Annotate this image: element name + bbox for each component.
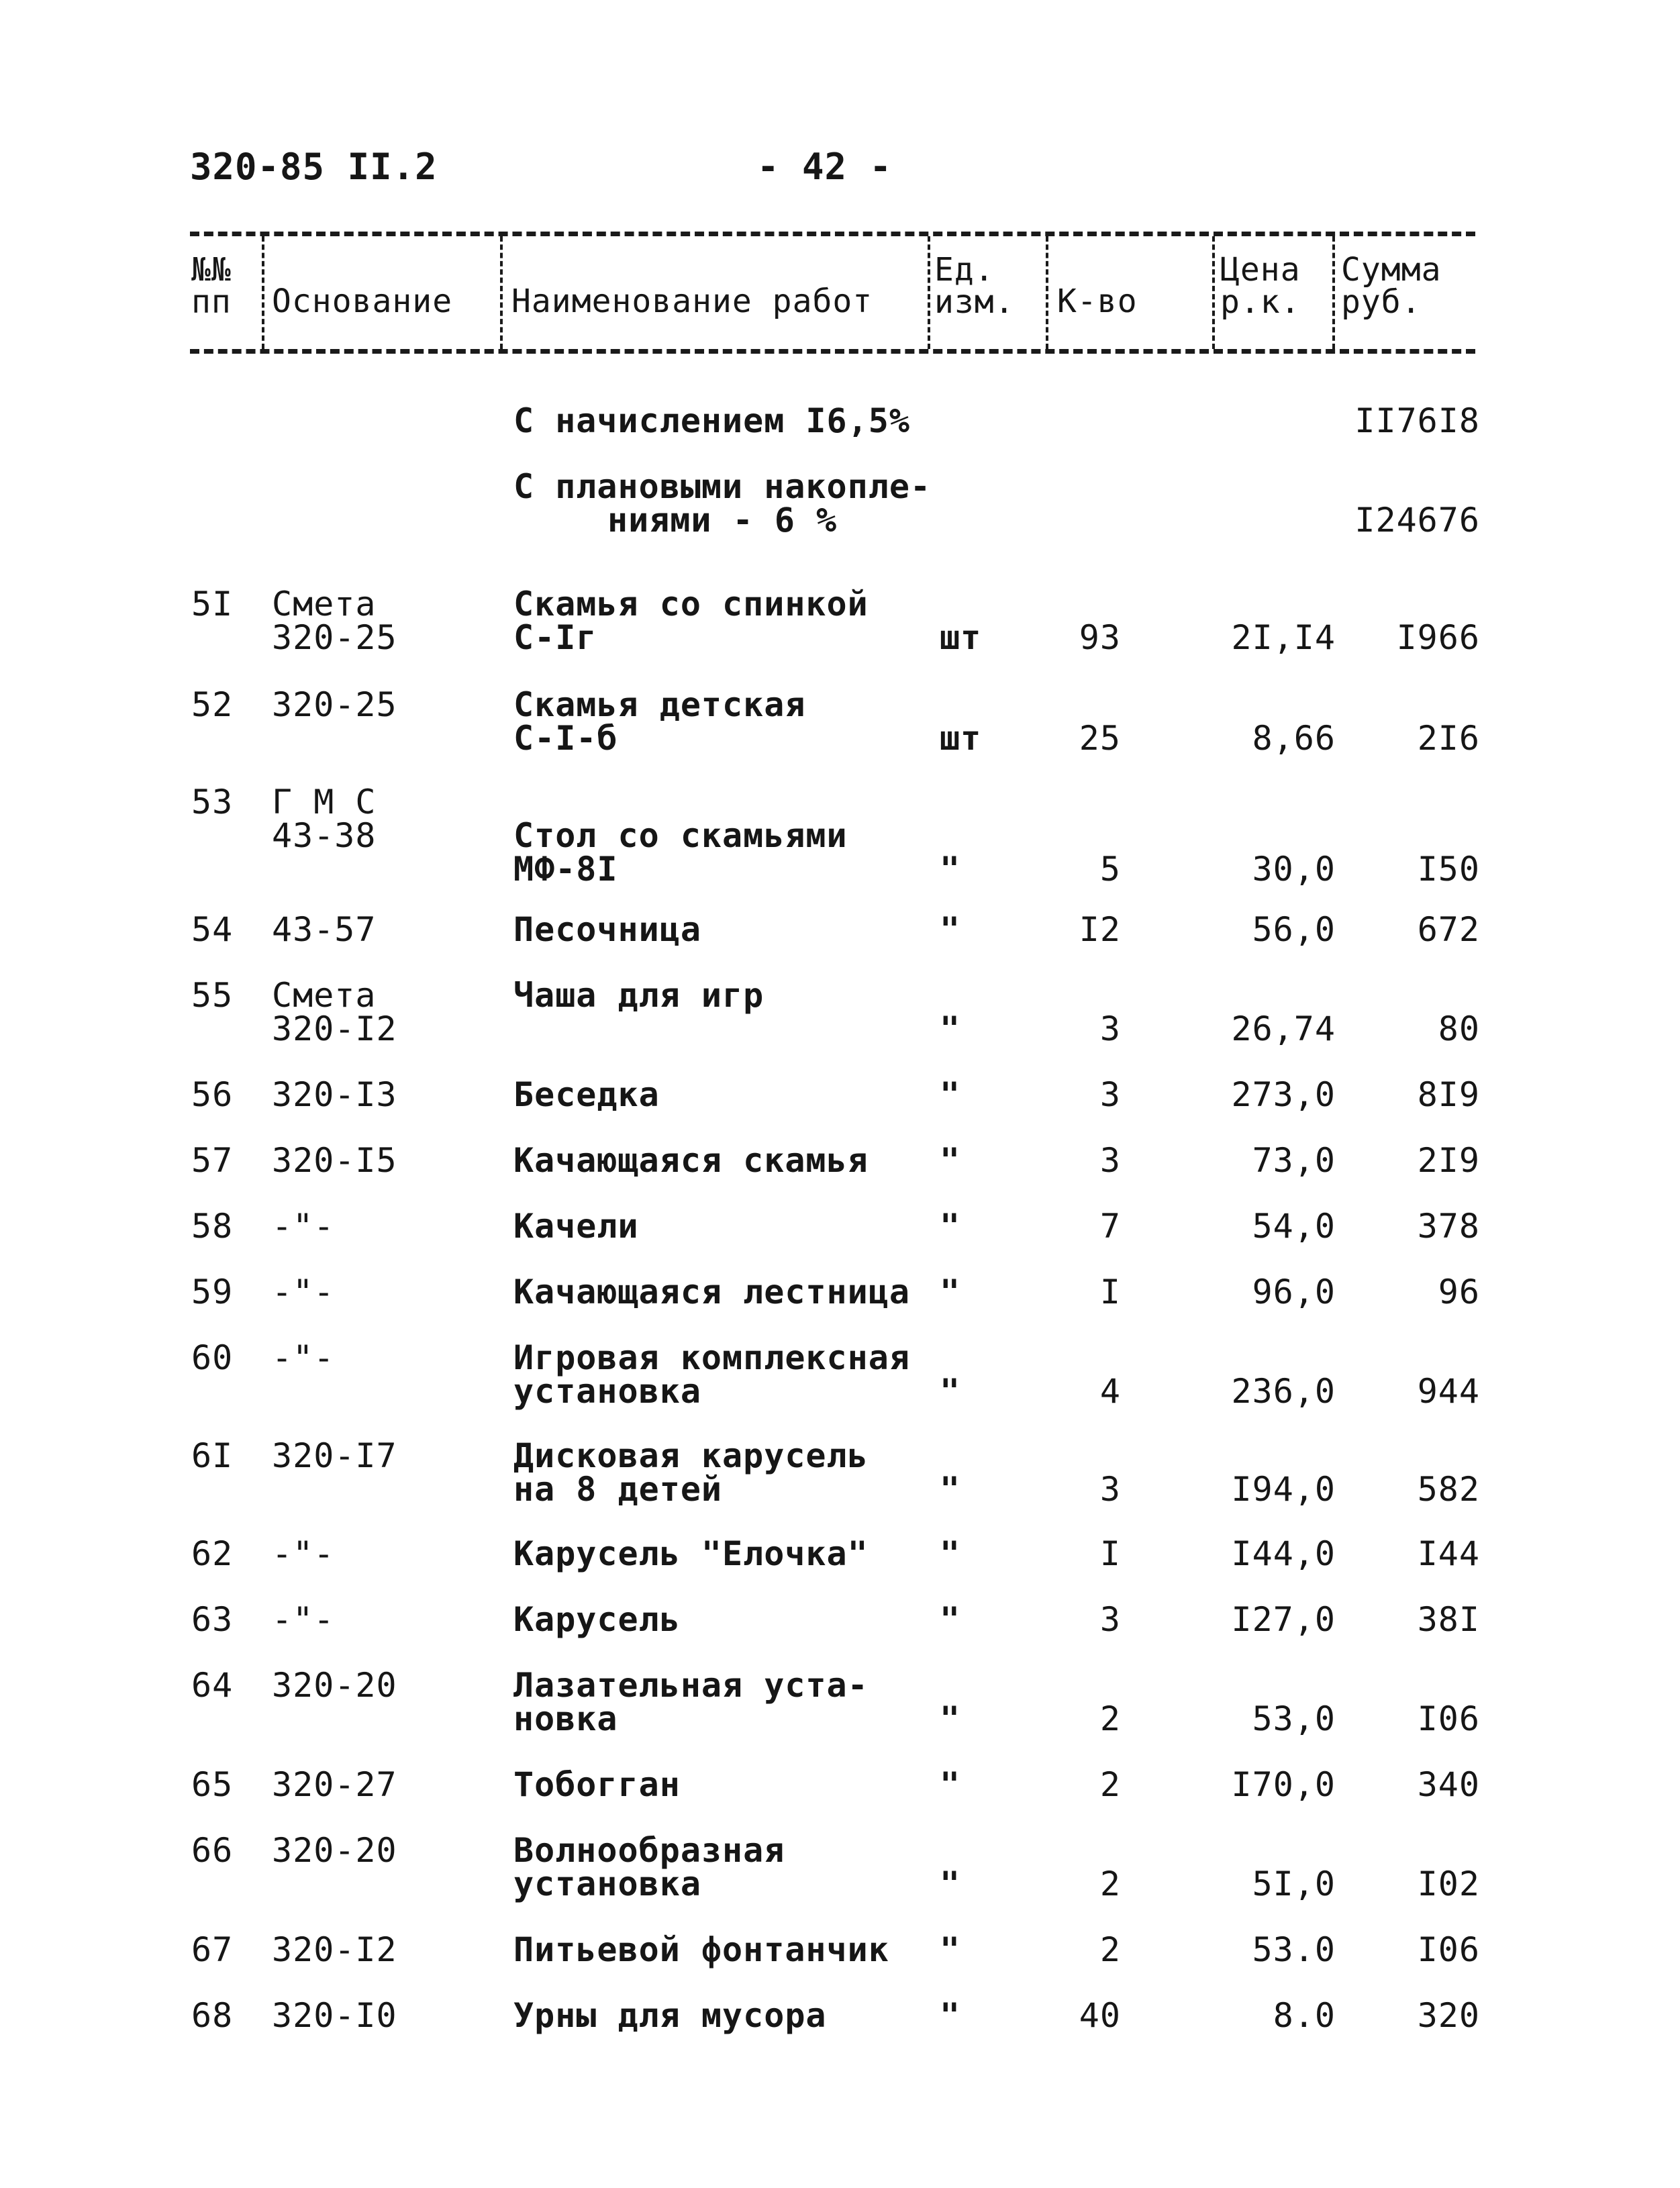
row-sum: 582 <box>1417 1470 1480 1509</box>
row-sum: 672 <box>1417 910 1480 949</box>
row-name: Тобогган <box>513 1765 681 1804</box>
row-number: 54 <box>191 910 234 949</box>
row-unit: " <box>940 1009 961 1048</box>
row-qty: 3 <box>1099 1009 1121 1048</box>
header-price: Цена р.к. <box>1220 251 1301 321</box>
row-basis: 320-I2 <box>272 1009 397 1048</box>
row-name: Дисковая карусель <box>513 1436 869 1475</box>
row-unit: " <box>940 1207 961 1246</box>
row-qty: 3 <box>1099 1470 1121 1509</box>
row-price: 96,0 <box>1252 1273 1336 1311</box>
row-unit: " <box>940 1372 961 1411</box>
row-sum: I50 <box>1417 850 1480 889</box>
row-price: 2I,I4 <box>1231 618 1336 657</box>
row-unit: " <box>940 1273 961 1311</box>
row-number: 53 <box>191 783 234 822</box>
row-qty: I <box>1099 1273 1121 1311</box>
table-header-bottom-rule <box>190 349 1475 354</box>
row-name: Питьевой фонтанчик <box>513 1930 889 1969</box>
row-price: I44,0 <box>1231 1534 1336 1573</box>
row-sum: I06 <box>1417 1930 1480 1969</box>
row-sum: 320 <box>1417 1996 1480 2035</box>
row-basis: 320-I0 <box>272 1996 397 2035</box>
row-number: 6I <box>191 1436 234 1475</box>
row-basis: -"- <box>272 1534 335 1573</box>
row-sum: 2I9 <box>1417 1141 1480 1180</box>
row-number: 57 <box>191 1141 234 1180</box>
row-price: 73,0 <box>1252 1141 1336 1180</box>
row-qty: I <box>1099 1534 1121 1573</box>
row-number: 59 <box>191 1273 234 1311</box>
column-separator <box>262 236 264 349</box>
row-qty: 93 <box>1079 618 1121 657</box>
row-name: новка <box>513 1699 618 1738</box>
row-price: I70,0 <box>1231 1765 1336 1804</box>
header-unit: Ед. изм. <box>934 251 1015 321</box>
row-basis: -"- <box>272 1338 335 1377</box>
row-sum: I02 <box>1417 1864 1480 1903</box>
row-sum: 2I6 <box>1417 719 1480 758</box>
column-separator <box>928 236 930 349</box>
row-price: 8.0 <box>1273 1996 1336 2035</box>
row-price: 54,0 <box>1252 1207 1336 1246</box>
summary-planned-text-line2: ниями - 6 % <box>607 501 838 540</box>
row-unit: " <box>940 1864 961 1903</box>
row-name: установка <box>513 1372 701 1411</box>
row-qty: 3 <box>1099 1600 1121 1639</box>
row-qty: 7 <box>1099 1207 1121 1246</box>
row-unit: " <box>940 850 961 889</box>
row-name: Карусель "Елочка" <box>513 1534 869 1573</box>
row-qty: 3 <box>1099 1141 1121 1180</box>
row-price: 56,0 <box>1252 910 1336 949</box>
row-price: 8,66 <box>1252 719 1336 758</box>
row-basis: -"- <box>272 1207 335 1246</box>
row-price: I94,0 <box>1231 1470 1336 1509</box>
row-unit: " <box>940 1141 961 1180</box>
row-basis: 320-20 <box>272 1831 397 1870</box>
row-name: Качающаяся лестница <box>513 1273 910 1311</box>
row-qty: I2 <box>1079 910 1121 949</box>
row-qty: 4 <box>1099 1372 1121 1411</box>
header-sum: Сумма руб. <box>1341 251 1442 321</box>
row-price: 53,0 <box>1252 1699 1336 1738</box>
row-sum: I966 <box>1396 618 1480 657</box>
row-basis: 320-I3 <box>272 1075 397 1114</box>
row-number: 66 <box>191 1831 234 1870</box>
row-name: Песочница <box>513 910 701 949</box>
row-number: 56 <box>191 1075 234 1114</box>
row-unit: " <box>940 1930 961 1969</box>
header-basis: Основание <box>272 283 453 320</box>
row-basis: 43-57 <box>272 910 377 949</box>
column-separator <box>1046 236 1048 349</box>
column-separator <box>500 236 503 349</box>
row-sum: 96 <box>1438 1273 1480 1311</box>
row-basis: 43-38 <box>272 816 377 855</box>
row-name: Игровая комплексная <box>513 1338 910 1377</box>
page-number: - 42 - <box>757 146 893 188</box>
row-number: 67 <box>191 1930 234 1969</box>
row-unit: шт <box>940 719 982 758</box>
row-number: 63 <box>191 1600 234 1639</box>
row-qty: 40 <box>1079 1996 1121 2035</box>
header-qty: К-во <box>1057 283 1138 320</box>
row-basis: 320-I5 <box>272 1141 397 1180</box>
row-sum: 340 <box>1417 1765 1480 1804</box>
row-price: 53.0 <box>1252 1930 1336 1969</box>
summary-accrual-sum: II76I8 <box>1354 401 1480 440</box>
row-unit: " <box>940 1075 961 1114</box>
row-name: С-I-б <box>513 719 618 758</box>
row-unit: шт <box>940 618 982 657</box>
row-qty: 2 <box>1099 1864 1121 1903</box>
summary-accrual-text: С начислением I6,5% <box>513 401 910 440</box>
row-number: 65 <box>191 1765 234 1804</box>
row-price: I27,0 <box>1231 1600 1336 1639</box>
column-separator <box>1332 236 1335 349</box>
row-name: Карусель <box>513 1600 681 1639</box>
row-name: Скамья со спинкой <box>513 585 869 624</box>
row-number: 55 <box>191 976 234 1015</box>
row-basis: Г М С <box>272 783 377 822</box>
row-price: 30,0 <box>1252 850 1336 889</box>
row-basis: 320-25 <box>272 685 397 724</box>
row-number: 68 <box>191 1996 234 2035</box>
row-sum: 8I9 <box>1417 1075 1480 1114</box>
row-name: Лазательная уста- <box>513 1666 869 1705</box>
summary-planned-text-line1: С плановыми накопле- <box>513 467 932 506</box>
row-price: 5I,0 <box>1252 1864 1336 1903</box>
row-qty: 5 <box>1099 850 1121 889</box>
row-unit: " <box>940 1765 961 1804</box>
row-number: 58 <box>191 1207 234 1246</box>
row-name: на 8 детей <box>513 1470 723 1509</box>
row-number: 62 <box>191 1534 234 1573</box>
header-num: №№ пп <box>191 251 232 321</box>
row-price: 236,0 <box>1231 1372 1336 1411</box>
row-basis: -"- <box>272 1600 335 1639</box>
row-unit: " <box>940 1600 961 1639</box>
row-price: 273,0 <box>1231 1075 1336 1114</box>
document-code: 320-85 II.2 <box>190 146 438 188</box>
row-basis: -"- <box>272 1273 335 1311</box>
row-number: 5I <box>191 585 234 624</box>
row-qty: 2 <box>1099 1765 1121 1804</box>
row-basis: 320-I2 <box>272 1930 397 1969</box>
summary-planned-sum: I24676 <box>1354 501 1480 540</box>
row-sum: I06 <box>1417 1699 1480 1738</box>
row-name: С-Iг <box>513 618 597 657</box>
row-qty: 25 <box>1079 719 1121 758</box>
row-name: Качающаяся скамья <box>513 1141 869 1180</box>
row-unit: " <box>940 1534 961 1573</box>
row-sum: I44 <box>1417 1534 1480 1573</box>
row-name: Чаша для игр <box>513 976 764 1015</box>
row-unit: " <box>940 1699 961 1738</box>
row-name: Качели <box>513 1207 639 1246</box>
row-basis: 320-25 <box>272 618 397 657</box>
row-basis: Смета <box>272 585 377 624</box>
table-header-top-rule <box>190 232 1475 236</box>
row-sum: 378 <box>1417 1207 1480 1246</box>
row-name: установка <box>513 1864 701 1903</box>
column-separator <box>1212 236 1215 349</box>
row-name: Беседка <box>513 1075 660 1114</box>
row-unit: " <box>940 1996 961 2035</box>
row-basis: 320-I7 <box>272 1436 397 1475</box>
row-basis: 320-27 <box>272 1765 397 1804</box>
row-sum: 80 <box>1438 1009 1480 1048</box>
row-unit: " <box>940 1470 961 1509</box>
row-price: 26,74 <box>1231 1009 1336 1048</box>
row-qty: 2 <box>1099 1699 1121 1738</box>
row-sum: 38I <box>1417 1600 1480 1639</box>
row-sum: 944 <box>1417 1372 1480 1411</box>
row-number: 64 <box>191 1666 234 1705</box>
row-qty: 2 <box>1099 1930 1121 1969</box>
row-unit: " <box>940 910 961 949</box>
row-number: 60 <box>191 1338 234 1377</box>
row-qty: 3 <box>1099 1075 1121 1114</box>
row-name: Урны для мусора <box>513 1996 827 2035</box>
row-name: МФ-8I <box>513 850 618 889</box>
row-basis: Смета <box>272 976 377 1015</box>
row-basis: 320-20 <box>272 1666 397 1705</box>
row-name: Скамья детская <box>513 685 806 724</box>
row-name: Волнообразная <box>513 1831 785 1870</box>
row-name: Стол со скамьями <box>513 816 848 855</box>
row-number: 52 <box>191 685 234 724</box>
header-name: Наименование работ <box>511 283 873 320</box>
